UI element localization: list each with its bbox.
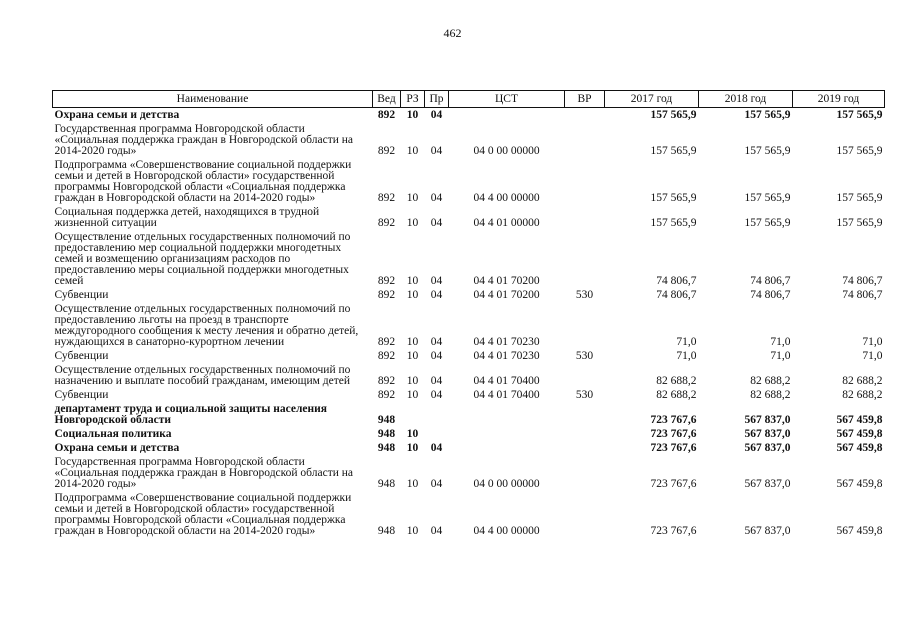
row-rz: 10 (406, 442, 419, 454)
row-value-2018: 82 688,2 (750, 375, 791, 387)
row-ved: 892 (377, 289, 396, 301)
table-row (53, 205, 885, 230)
row-value-2017: 723 767,6 (650, 428, 697, 440)
header-pr: Пр (425, 91, 449, 108)
row-name: Социальная политика (54, 428, 172, 440)
row-value-2018: 82 688,2 (750, 389, 791, 401)
row-value-2019: 82 688,2 (842, 389, 883, 401)
row-cst: 04 4 01 70200 (473, 289, 540, 301)
table-row (53, 455, 885, 491)
row-rz: 10 (406, 375, 419, 387)
row-name: Социальная поддержка детей, находящихся в трудной жизненной ситуации (54, 206, 320, 229)
row-ved: 892 (377, 217, 396, 229)
row-vr (565, 427, 605, 441)
row-value-2017: 723 767,6 (650, 414, 697, 426)
row-ved: 948 (377, 428, 396, 440)
row-value-2019: 567 459,8 (836, 478, 883, 490)
row-value-2019: 82 688,2 (842, 375, 883, 387)
row-rz: 10 (406, 109, 419, 121)
row-rz: 10 (406, 428, 419, 440)
row-name: Подпрограмма «Совершенствование социальной поддержки семьи и детей в Новгородской области» государственной программы Новгородской области «Социальная поддержка граждан в Новгородской области на 2014-2020 годы» (54, 492, 352, 537)
row-name: Подпрограмма «Совершенствование социальной поддержки семьи и детей в Новгородской области» государственной программы Новгородской области «Социальная поддержка граждан в Новгородской области на 2014-2020 годы» (54, 159, 352, 204)
row-cst: 04 0 00 00000 (473, 478, 540, 490)
row-value-2017: 157 565,9 (650, 192, 697, 204)
row-vr (565, 402, 605, 427)
header-2017: 2017 год (605, 91, 699, 108)
header-2019: 2019 год (793, 91, 885, 108)
row-value-2017: 157 565,9 (650, 109, 697, 121)
row-name: Охрана семьи и детства (54, 109, 180, 121)
table-header-row (53, 91, 885, 108)
table-row (53, 302, 885, 349)
row-name: Осуществление отдельных государственных полномочий по предоставлению льготы на проезд в транспорте междугородного сообщения к месту лечения и обратно детей, нуждающихся в санаторно-курортном лечении (54, 303, 359, 348)
row-value-2017: 71,0 (676, 336, 697, 348)
row-value-2018: 74 806,7 (750, 275, 791, 287)
row-value-2017: 157 565,9 (650, 145, 697, 157)
row-cst (449, 441, 565, 455)
row-rz: 10 (406, 336, 419, 348)
row-pr: 04 (430, 375, 443, 387)
row-pr: 04 (430, 525, 443, 537)
page-number: 462 (443, 26, 462, 40)
table-row (53, 230, 885, 288)
row-vr (565, 122, 605, 158)
row-cst: 04 4 01 00000 (473, 217, 540, 229)
row-value-2017: 723 767,6 (650, 442, 697, 454)
row-vr: 530 (575, 289, 594, 301)
row-value-2019: 157 565,9 (836, 192, 883, 204)
row-cst (449, 108, 565, 123)
row-vr (565, 230, 605, 288)
row-value-2018: 157 565,9 (744, 217, 791, 229)
row-pr: 04 (430, 350, 443, 362)
row-cst: 04 4 01 70230 (473, 336, 540, 348)
header-rz: РЗ (401, 91, 425, 108)
row-name: Субвенции (54, 389, 109, 401)
row-value-2019: 157 565,9 (836, 217, 883, 229)
row-rz: 10 (406, 145, 419, 157)
row-rz: 10 (406, 525, 419, 537)
row-vr (565, 205, 605, 230)
row-ved: 892 (377, 350, 396, 362)
row-name: Государственная программа Новгородской области «Социальная поддержка граждан в Новгородской области на 2014-2020 годы» (54, 123, 354, 157)
row-value-2019: 157 565,9 (836, 145, 883, 157)
row-value-2019: 567 459,8 (836, 525, 883, 537)
row-ved: 892 (377, 336, 396, 348)
row-name: Охрана семьи и детства (54, 442, 180, 454)
row-vr (565, 302, 605, 349)
row-value-2018: 567 837,0 (744, 442, 791, 454)
table-row (53, 288, 885, 302)
row-name: Осуществление отдельных государственных полномочий по предоставлению мер социальной поддержки многодетных семей и возмещению организациям расходов по предоставлению меры социальной поддержки многодетных семей (54, 231, 351, 287)
table-row (53, 402, 885, 427)
row-pr: 04 (430, 109, 443, 121)
row-value-2018: 567 837,0 (744, 478, 791, 490)
row-cst: 04 0 00 00000 (473, 145, 540, 157)
table-body (53, 108, 885, 539)
row-value-2019: 567 459,8 (836, 428, 883, 440)
row-value-2017: 74 806,7 (656, 275, 697, 287)
row-rz (401, 402, 425, 427)
table-row (53, 441, 885, 455)
row-value-2019: 74 806,7 (842, 289, 883, 301)
table-row (53, 122, 885, 158)
table-row (53, 427, 885, 441)
row-pr (425, 427, 449, 441)
row-cst: 04 4 00 00000 (473, 525, 540, 537)
row-value-2019: 74 806,7 (842, 275, 883, 287)
table-row (53, 349, 885, 363)
table-row (53, 158, 885, 205)
row-ved: 948 (377, 525, 396, 537)
row-cst (449, 402, 565, 427)
row-vr (565, 363, 605, 388)
row-value-2017: 82 688,2 (656, 389, 697, 401)
header-cst: ЦСТ (449, 91, 565, 108)
row-cst: 04 4 01 70400 (473, 389, 540, 401)
row-value-2018: 71,0 (770, 336, 791, 348)
row-vr: 530 (575, 350, 594, 362)
row-value-2017: 723 767,6 (650, 478, 697, 490)
row-ved: 948 (377, 478, 396, 490)
row-ved: 948 (377, 414, 396, 426)
row-cst: 04 4 00 00000 (473, 192, 540, 204)
row-vr: 530 (575, 389, 594, 401)
row-cst: 04 4 01 70200 (473, 275, 540, 287)
row-name: Осуществление отдельных государственных полномочий по назначению и выплате пособий гражданам, имеющим детей (54, 364, 351, 387)
row-vr (565, 158, 605, 205)
row-rz: 10 (406, 478, 419, 490)
row-value-2019: 157 565,9 (836, 109, 883, 121)
row-value-2019: 71,0 (862, 350, 883, 362)
row-name: департамент труда и социальной защиты населения Новгородской области (54, 403, 328, 426)
row-vr (565, 441, 605, 455)
row-value-2018: 157 565,9 (744, 109, 791, 121)
row-pr: 04 (430, 289, 443, 301)
row-rz: 10 (406, 350, 419, 362)
table-row (53, 108, 885, 123)
row-value-2017: 157 565,9 (650, 217, 697, 229)
row-ved: 892 (377, 192, 396, 204)
row-rz: 10 (406, 275, 419, 287)
row-vr (565, 108, 605, 123)
table-row (53, 388, 885, 402)
row-rz: 10 (406, 289, 419, 301)
row-name: Государственная программа Новгородской области «Социальная поддержка граждан в Новгородской области на 2014-2020 годы» (54, 456, 354, 490)
row-ved: 892 (377, 109, 396, 121)
row-ved: 892 (377, 145, 396, 157)
table-row (53, 491, 885, 538)
header-vr: ВР (565, 91, 605, 108)
budget-table (52, 90, 885, 538)
row-value-2019: 567 459,8 (836, 442, 883, 454)
row-value-2018: 157 565,9 (744, 192, 791, 204)
row-value-2018: 71,0 (770, 350, 791, 362)
row-vr (565, 491, 605, 538)
row-cst: 04 4 01 70400 (473, 375, 540, 387)
row-ved: 892 (377, 375, 396, 387)
header-2018: 2018 год (699, 91, 793, 108)
row-value-2019: 567 459,8 (836, 414, 883, 426)
row-pr: 04 (430, 217, 443, 229)
row-value-2018: 74 806,7 (750, 289, 791, 301)
row-ved: 892 (377, 275, 396, 287)
row-value-2018: 567 837,0 (744, 428, 791, 440)
row-value-2018: 567 837,0 (744, 414, 791, 426)
row-pr: 04 (430, 145, 443, 157)
row-name: Субвенции (54, 289, 109, 301)
row-rz: 10 (406, 192, 419, 204)
row-pr: 04 (430, 192, 443, 204)
row-cst: 04 4 01 70230 (473, 350, 540, 362)
row-value-2017: 723 767,6 (650, 525, 697, 537)
row-vr (565, 455, 605, 491)
row-name: Субвенции (54, 350, 109, 362)
header-ved: Вед (373, 91, 401, 108)
row-value-2017: 71,0 (676, 350, 697, 362)
row-pr: 04 (430, 336, 443, 348)
row-value-2017: 74 806,7 (656, 289, 697, 301)
header-name: Наименование (53, 91, 373, 108)
table-row (53, 363, 885, 388)
row-pr (425, 402, 449, 427)
row-pr: 04 (430, 275, 443, 287)
row-pr: 04 (430, 442, 443, 454)
row-value-2018: 567 837,0 (744, 525, 791, 537)
row-value-2019: 71,0 (862, 336, 883, 348)
row-pr: 04 (430, 478, 443, 490)
row-value-2018: 157 565,9 (744, 145, 791, 157)
row-cst (449, 427, 565, 441)
row-value-2017: 82 688,2 (656, 375, 697, 387)
row-ved: 948 (377, 442, 396, 454)
row-rz: 10 (406, 389, 419, 401)
row-ved: 892 (377, 389, 396, 401)
row-rz: 10 (406, 217, 419, 229)
row-pr: 04 (430, 389, 443, 401)
